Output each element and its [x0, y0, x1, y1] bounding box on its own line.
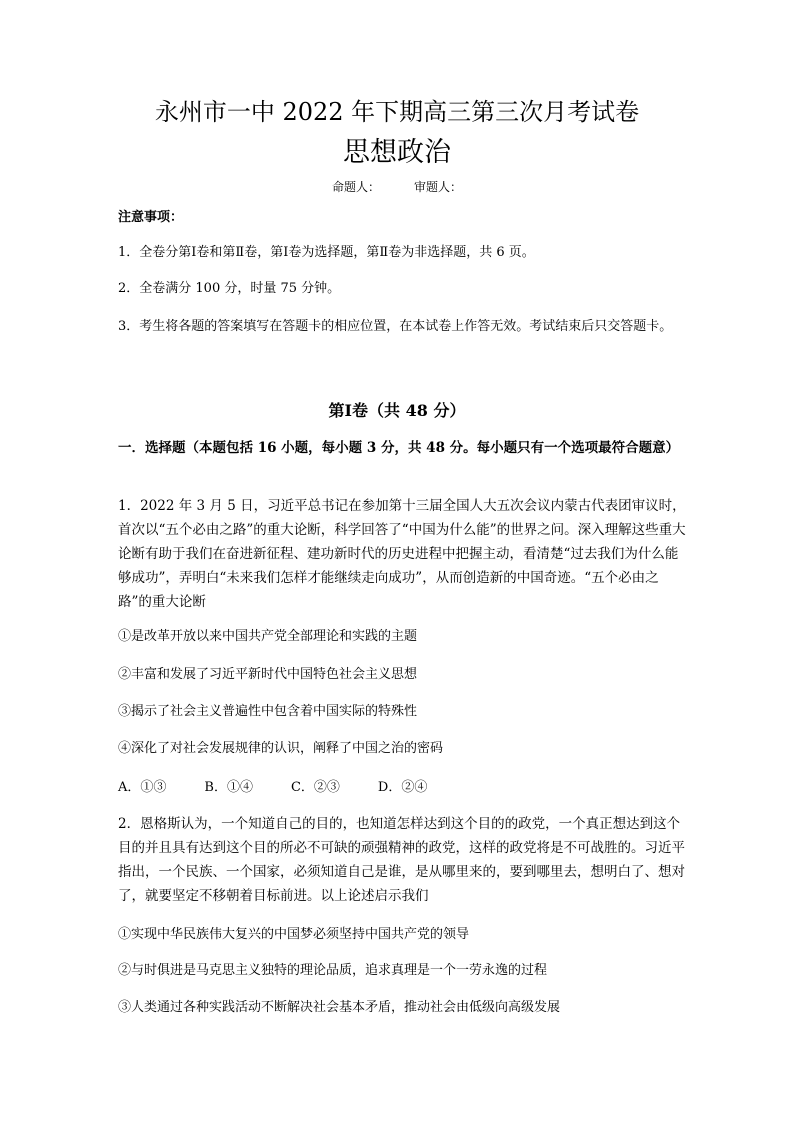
authors-line	[0, 178, 794, 196]
question-1-stem: 1．2022 年 3 月 5 日，习近平总书记在参加第十三届全国人大五次会议内蒙古代表团审议时，首次以“五个必由之路”的重大论断，科学回答了“中国为什么能”的世界之问。深入理解这些重大论断有助于我们在奋进新征程、建功新时代的历史进程中把握主动，看清楚“过去我们为什么能够成功”，弄明白“未来我们怎样才能继续走向成功”，从而创造新的中国奇迹。“五个必由之路”的重大论断	[118, 498, 686, 610]
option-c: C．②③	[290, 780, 340, 795]
option-a: A．①③	[118, 780, 167, 795]
question-1-item: ①是改革开放以来中国共产党全部理论和实践的主题	[118, 629, 418, 644]
note-item: 3．考生将各题的答案填写在答题卡的相应位置，在本试卷上作答无效。考试结束后只交答题卡。	[118, 319, 673, 334]
question-1-item: ②丰富和发展了习近平新时代中国特色社会主义思想	[118, 667, 418, 682]
option-b: B．①④	[204, 780, 253, 795]
note-item: 1．全卷分第Ⅰ卷和第Ⅱ卷，第Ⅰ卷为选择题，第Ⅱ卷为非选择题，共 6 页。	[118, 245, 535, 260]
question-1-item: ③揭示了社会主义普遍性中包含着中国实际的特殊性	[118, 704, 418, 719]
subject-title: 思想政治	[343, 137, 451, 168]
exam-title: 永州市一中 2022 年下期高三第三次月考试卷	[154, 98, 640, 126]
section-title: 第Ⅰ卷（共 48 分）	[328, 401, 466, 420]
reviewer-label: 审题人：	[414, 180, 463, 194]
question-2-stem: 2．恩格斯认为，一个知道自己的目的，也知道怎样达到这个目的的政党，一个真正想达到这个目的并且具有达到这个目的所必不可缺的顽强精神的政党，这样的政党将是不可战胜的。习近平指出，一个民族、一个国家，必须知道自己是谁，是从哪里来的，要到哪里去，想明白了、想对了，就要坚定不移朝着目标前进。以上论述启示我们	[118, 816, 685, 904]
question-2-item: ②与时俱进是马克思主义独特的理论品质，追求真理是一个一劳永逸的过程	[118, 963, 548, 978]
notes-heading: 注意事项：	[118, 210, 184, 225]
section-instruction: 一．选择题（本题包括 16 小题，每小题 3 分，共 48 分。每小题只有一个选项最符合题意）	[118, 440, 680, 456]
note-item: 2．全卷满分 100 分，时量 75 分钟。	[118, 281, 341, 296]
setter-label: 命题人：	[331, 180, 380, 194]
question-2-item: ①实现中华民族伟大复兴的中国梦必须坚持中国共产党的领导	[118, 927, 470, 942]
question-1-item: ④深化了对社会发展规律的认识，阐释了中国之治的密码	[118, 741, 444, 756]
option-d: D．②④	[377, 780, 428, 795]
question-2-item: ③人类通过各种实践活动不断解决社会基本矛盾，推动社会由低级向高级发展	[118, 1000, 561, 1015]
question-1-options	[118, 779, 688, 797]
